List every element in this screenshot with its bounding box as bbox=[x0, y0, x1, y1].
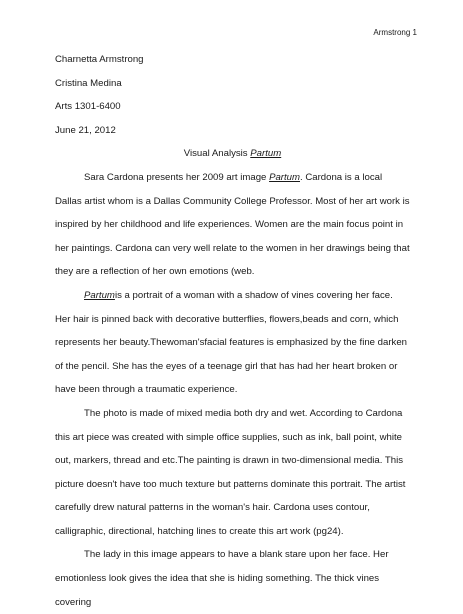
essay-title bbox=[55, 142, 410, 166]
instructor-name: Cristina Medina bbox=[55, 77, 122, 89]
paragraph-2 bbox=[55, 284, 410, 402]
paragraph-1-rest: . Cardona is a local Dallas artist whom is a Dallas Community College Professor. Most of her art work is inspired by her childhood and life experiences. Women are the main focus point in her paintings. Cardona can very well relate to the women in her drawings being that they are a reflection of her own emotions (web. bbox=[55, 171, 410, 278]
essay-title-prefix: Visual Analysis bbox=[183, 148, 251, 160]
student-name: Charnetta Armstrong bbox=[55, 54, 144, 65]
essay-date: June 21, 2012 bbox=[55, 124, 116, 136]
running-head: Armstrong 1 bbox=[373, 28, 417, 37]
paragraph-1-work: Partum bbox=[269, 171, 300, 183]
essay-body bbox=[55, 48, 410, 614]
paragraph-2-work: Partum bbox=[84, 289, 115, 301]
essay-title-work: Partum bbox=[250, 148, 282, 160]
paragraph-1-start: Sara Cardona presents her 2009 art image bbox=[84, 171, 270, 183]
paragraph-3: The photo is made of mixed media both dry and wet. According to Cardona this art piece was created with simple office supplies, such as ink, ball point, white out, markers, thread and etc.The painting is drawn in two-dimensional media. This picture doesn't have too much texture but patterns dominate this portrait. The artist carefully drew natural patterns in the woman's hair. Cardona uses contour, calligraphic, directional, hatching lines to create this art work (pg24). bbox=[55, 407, 406, 537]
paragraph-4: The lady in this image appears to have a blank stare upon her face. Her emotionless look gives the idea that she is hiding something. The thick vines covering bbox=[55, 549, 389, 608]
paragraph-2-rest: is a portrait of a woman with a shadow of vines covering her face. Her hair is pinned back with decorative butterflies, flowers,beads and corn, which represents her beauty.Thewoman'sfacial features is emphasized by the fine darken of the pencil. She has the eyes of a teenage girl that has had her heart broken or have been through a traumatic experience. bbox=[55, 289, 408, 396]
course-number: Arts 1301-6400 bbox=[55, 101, 121, 113]
paragraph-1 bbox=[55, 166, 410, 284]
